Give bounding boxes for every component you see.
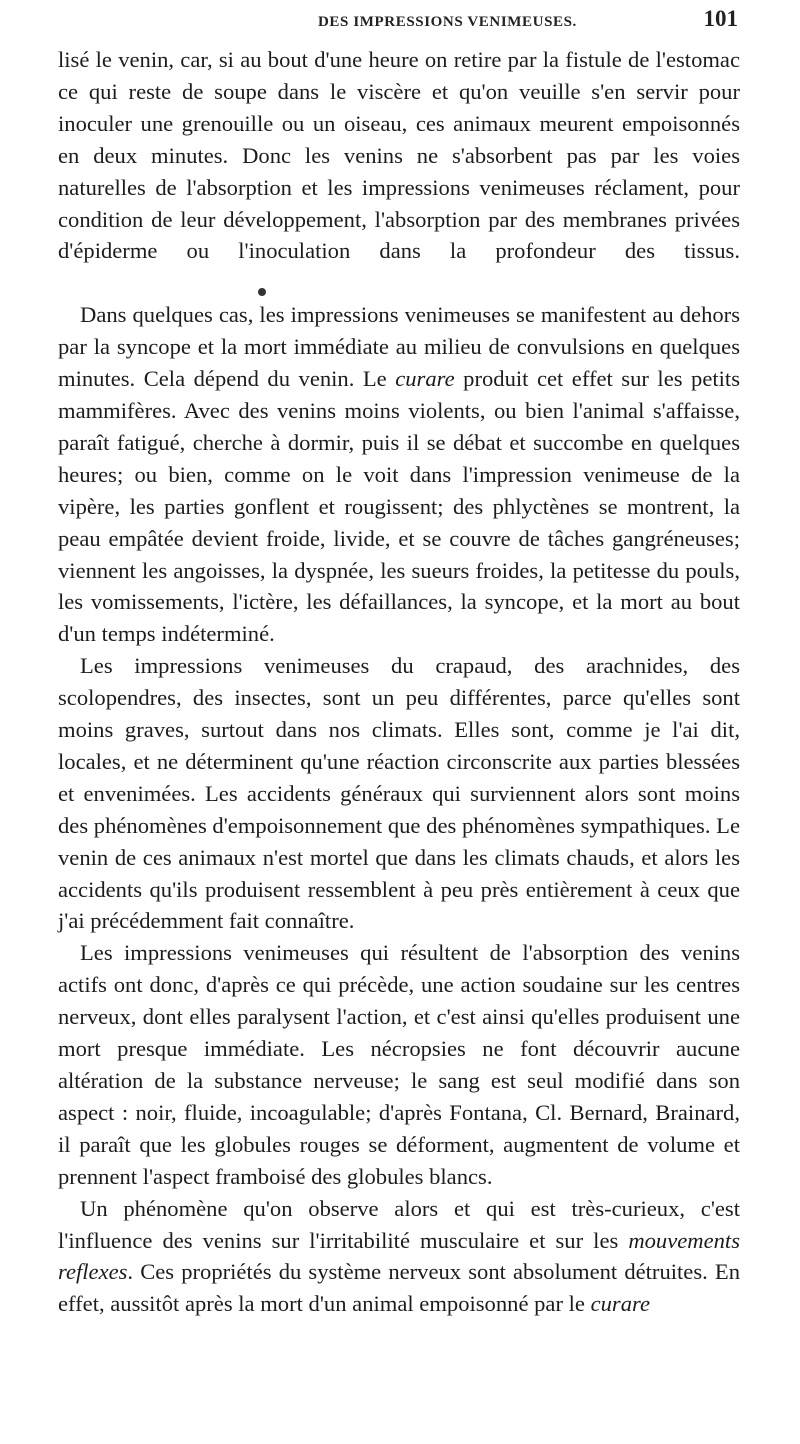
text-run: produit cet effet sur les petits mammifères. Avec des venins moins violents, ou bien l'animal s'affaisse, paraît fatigué, cherche à dormir, puis il se débat et succombe en quelques heures; ou bien, comme on le voit dans l'impression venimeuse de la vipère, les parties gonflent et rougissent; des phlyctènes se montrent, la peau empâtée devient froide, livide, et se couvre de tâches gangréneuses; viennent les angoisses, la dyspnée, les sueurs froides, la petitesse du pouls, les vomissements, l'ictère, les défaillances, la syncope, et la mort au bout d'un temps indéterminé. bbox=[58, 366, 740, 647]
paragraph bbox=[58, 650, 740, 937]
running-head bbox=[58, 0, 738, 36]
paragraph bbox=[58, 937, 740, 1192]
text-run: Les impressions venimeuses qui résultent de l'absorption des venins actifs ont donc, d'après ce qui précède, une action soudaine sur les centres nerveux, dont elles paralysent l'action, et c'est ainsi qu'elles produisent une mort presque immédiate. Les nécropsies ne font découvrir aucune altération de la substance nerveuse; le sang est seul modifié dans son aspect : noir, fluide, incoagulable; d'après Fontana, Cl. Bernard, Brainard, il paraît que les globules rouges se déforment, augmentent de volume et prennent l'aspect framboisé des globules blancs. bbox=[58, 940, 740, 1189]
paragraph bbox=[58, 44, 740, 299]
italic-run: mouvements reflexes bbox=[58, 1227, 740, 1285]
text-run: Un phénomène qu'on observe alors et qui est très-curieux, c'est l'influence des venins sur l'irritabilité musculaire et sur les bbox=[58, 1195, 740, 1253]
text-run: lisé le venin, car, si au bout d'une heure on retire par la fistule de l'estomac ce qui reste de soupe dans le viscère et qu'on veuille s'en servir pour inoculer une grenouille ou un oiseau, ces animaux meurent empoisonnés en deux minutes. Donc les venins ne s'absorbent pas par les voies naturelles de l'absorption et les impressions venimeuses réclament, pour condition de leur développement, l'absorption par des membranes privées d'épiderme ou l'inoculation dans la profondeur des tissus. bbox=[58, 47, 740, 264]
stray-dot-mark bbox=[258, 288, 266, 296]
running-title: DES IMPRESSIONS VENIMEUSES. bbox=[318, 14, 577, 30]
text-run: Dans quelques cas, les impressions venimeuses se manifestent au dehors par la syncope et la mort immédiate au milieu de convulsions en quelques minutes. Cela dépend du venin. Le bbox=[58, 302, 740, 392]
text-run: . Ces propriétés du système nerveux sont absolument détruites. En effet, aussitôt après la mort d'un animal empoisonné par le bbox=[58, 1259, 740, 1317]
page-number: 101 bbox=[703, 6, 738, 31]
italic-run: curare bbox=[590, 1291, 650, 1317]
italic-run: curare bbox=[395, 366, 455, 392]
body-text bbox=[58, 44, 740, 1320]
paragraph bbox=[58, 1193, 740, 1321]
text-run: Les impressions venimeuses du crapaud, des arachnides, des scolopendres, des insectes, sont un peu différentes, parce qu'elles sont moins graves, surtout dans nos climats. Elles sont, comme je l'ai dit, locales, et ne déterminent qu'une réaction circonscrite aux parties blessées et envenimées. Les accidents généraux qui surviennent alors sont moins des phénomènes d'empoisonnement que des phénomènes sympathiques. Le venin de ces animaux n'est mortel que dans les climats chauds, et alors les accidents qu'ils produisent ressemblent à peu près entièrement à ceux que j'ai précédemment fait connaître. bbox=[58, 653, 740, 934]
paragraph bbox=[58, 299, 740, 650]
